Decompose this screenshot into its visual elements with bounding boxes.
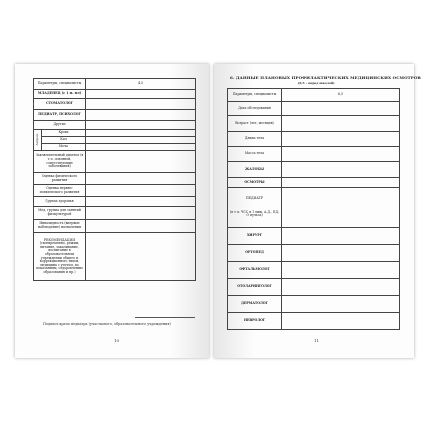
value-cell bbox=[282, 178, 400, 188]
table-row bbox=[228, 102, 400, 116]
pediatr-detail: (в т.ч. ЧСС в 1 мин, А.Д., ЕД, О пульса) bbox=[230, 209, 279, 218]
group-label: Антроп. bbox=[34, 132, 39, 146]
value-cell bbox=[86, 151, 196, 173]
row-label: Группа здоровья bbox=[34, 197, 86, 207]
pediatr-label: ПЕДИАТР bbox=[245, 196, 264, 201]
table-row bbox=[228, 228, 400, 245]
group-label-cell bbox=[34, 130, 42, 151]
table-row bbox=[34, 197, 196, 207]
value-cell bbox=[282, 313, 400, 330]
value-cell bbox=[282, 162, 400, 178]
left-page bbox=[15, 64, 209, 358]
value-cell bbox=[282, 132, 400, 147]
value-cell bbox=[86, 90, 196, 99]
value-cell bbox=[86, 110, 196, 121]
page-number: 11 bbox=[314, 338, 320, 343]
table-row bbox=[228, 162, 400, 178]
row-label: МЛАДЕНЕЦ (с 1 м. мл) bbox=[34, 90, 86, 99]
value-cell bbox=[282, 296, 400, 313]
table-row bbox=[228, 188, 400, 228]
table-row bbox=[34, 130, 196, 137]
table-row bbox=[228, 89, 400, 102]
row-label: Параметры, специалисты bbox=[228, 89, 282, 102]
table-row bbox=[34, 79, 196, 90]
value-cell bbox=[86, 185, 196, 197]
value-cell bbox=[282, 228, 400, 245]
table-row bbox=[34, 185, 196, 197]
value-cell bbox=[282, 116, 400, 132]
signature-caption: Подпись врача педиатра (участкового, образовательного учреждения) bbox=[43, 322, 171, 326]
value-cell bbox=[86, 144, 196, 151]
row-label: ОСМОТРЫ bbox=[228, 178, 282, 188]
row-label: РЕКОМЕНДАЦИИ (своевременно, режим, питание, закаливание, воспитание в образовательном учреждении общего и коррекционного типов, медицина с учетом, по показаниям, оздоровлению образования и пр.) bbox=[34, 233, 86, 281]
right-page bbox=[214, 64, 421, 358]
value-cell bbox=[86, 197, 196, 207]
table-row bbox=[228, 296, 400, 313]
value-cell bbox=[282, 262, 400, 279]
table-row bbox=[34, 144, 196, 151]
table-row bbox=[34, 233, 196, 281]
value-cell bbox=[86, 207, 196, 220]
section-title: 6. ДАННЫЕ ПЛАНОВЫХ ПРОФИЛАКТИЧЕСКИХ МЕДИЦИНСКИХ ОСМОТРОВ bbox=[230, 75, 421, 80]
table-row bbox=[34, 137, 196, 144]
table-row bbox=[228, 313, 400, 330]
row-label: Заключительный диагноз (в т.ч. основной, сопутствующие заболевания) bbox=[34, 151, 86, 173]
row-label: Длина тела bbox=[228, 132, 282, 147]
signature-line bbox=[135, 317, 195, 318]
table-row bbox=[34, 99, 196, 110]
row-label: СТОМАТОЛОГ bbox=[34, 99, 86, 110]
table-row bbox=[228, 262, 400, 279]
row-label: Оценка нервно-психического развития bbox=[34, 185, 86, 197]
row-label bbox=[228, 188, 282, 228]
value-cell bbox=[282, 147, 400, 162]
value-cell bbox=[282, 102, 400, 116]
left-exam-table bbox=[33, 78, 196, 281]
value-cell bbox=[282, 279, 400, 296]
row-label: Кровь bbox=[42, 130, 86, 137]
table-row bbox=[228, 178, 400, 188]
table-row bbox=[228, 147, 400, 162]
table-row bbox=[34, 90, 196, 99]
table-row bbox=[34, 110, 196, 121]
table-row bbox=[34, 173, 196, 185]
table-row bbox=[34, 151, 196, 173]
table-row bbox=[34, 220, 196, 233]
value-cell bbox=[86, 99, 196, 110]
row-label: ДЕРМАТОЛОГ bbox=[228, 296, 282, 313]
row-label: НЕВРОЛОГ bbox=[228, 313, 282, 330]
value-cell bbox=[282, 245, 400, 262]
right-exam-table bbox=[227, 88, 400, 330]
age-value: 6,5 bbox=[282, 89, 400, 102]
row-label: Оценка физического развития bbox=[34, 173, 86, 185]
value-cell bbox=[86, 137, 196, 144]
row-label: Инвалидность (впервые наблюдение) назначения bbox=[34, 220, 86, 233]
page-number: 10 bbox=[114, 338, 120, 343]
table-row bbox=[228, 279, 400, 296]
row-label: Мед. группа для занятий физкультурой bbox=[34, 207, 86, 220]
row-label: Параметры, специалисты bbox=[34, 79, 86, 90]
row-label: ПЕДИАТР, ПСИХОЛОГ bbox=[34, 110, 86, 121]
section-subtitle: (6,5 – перед школой) bbox=[298, 81, 335, 85]
table-row bbox=[228, 132, 400, 147]
row-label: Другие bbox=[34, 121, 86, 130]
row-label: Масса тела bbox=[228, 147, 282, 162]
row-label: ОТОЛАРИНГОЛОГ bbox=[228, 279, 282, 296]
row-label: ОФТАЛЬМОЛОГ bbox=[228, 262, 282, 279]
value-cell bbox=[86, 233, 196, 281]
row-label: ОРТОПЕД bbox=[228, 245, 282, 262]
value-cell bbox=[86, 173, 196, 185]
row-label: ЖАЛОБЫ bbox=[228, 162, 282, 178]
value-cell bbox=[86, 220, 196, 233]
table-row bbox=[34, 207, 196, 220]
table-row bbox=[228, 245, 400, 262]
row-label: ХИРУРГ bbox=[228, 228, 282, 245]
row-label: Дата обследования bbox=[228, 102, 282, 116]
value-cell bbox=[86, 130, 196, 137]
row-label: Кал bbox=[42, 137, 86, 144]
value-cell bbox=[282, 188, 400, 228]
value-cell bbox=[86, 121, 196, 130]
age-value: 4,5 bbox=[86, 79, 196, 90]
row-label: Возраст (лет, месяцев) bbox=[228, 116, 282, 132]
table-row bbox=[34, 121, 196, 130]
row-label: Моча bbox=[42, 144, 86, 151]
table-row bbox=[228, 116, 400, 132]
